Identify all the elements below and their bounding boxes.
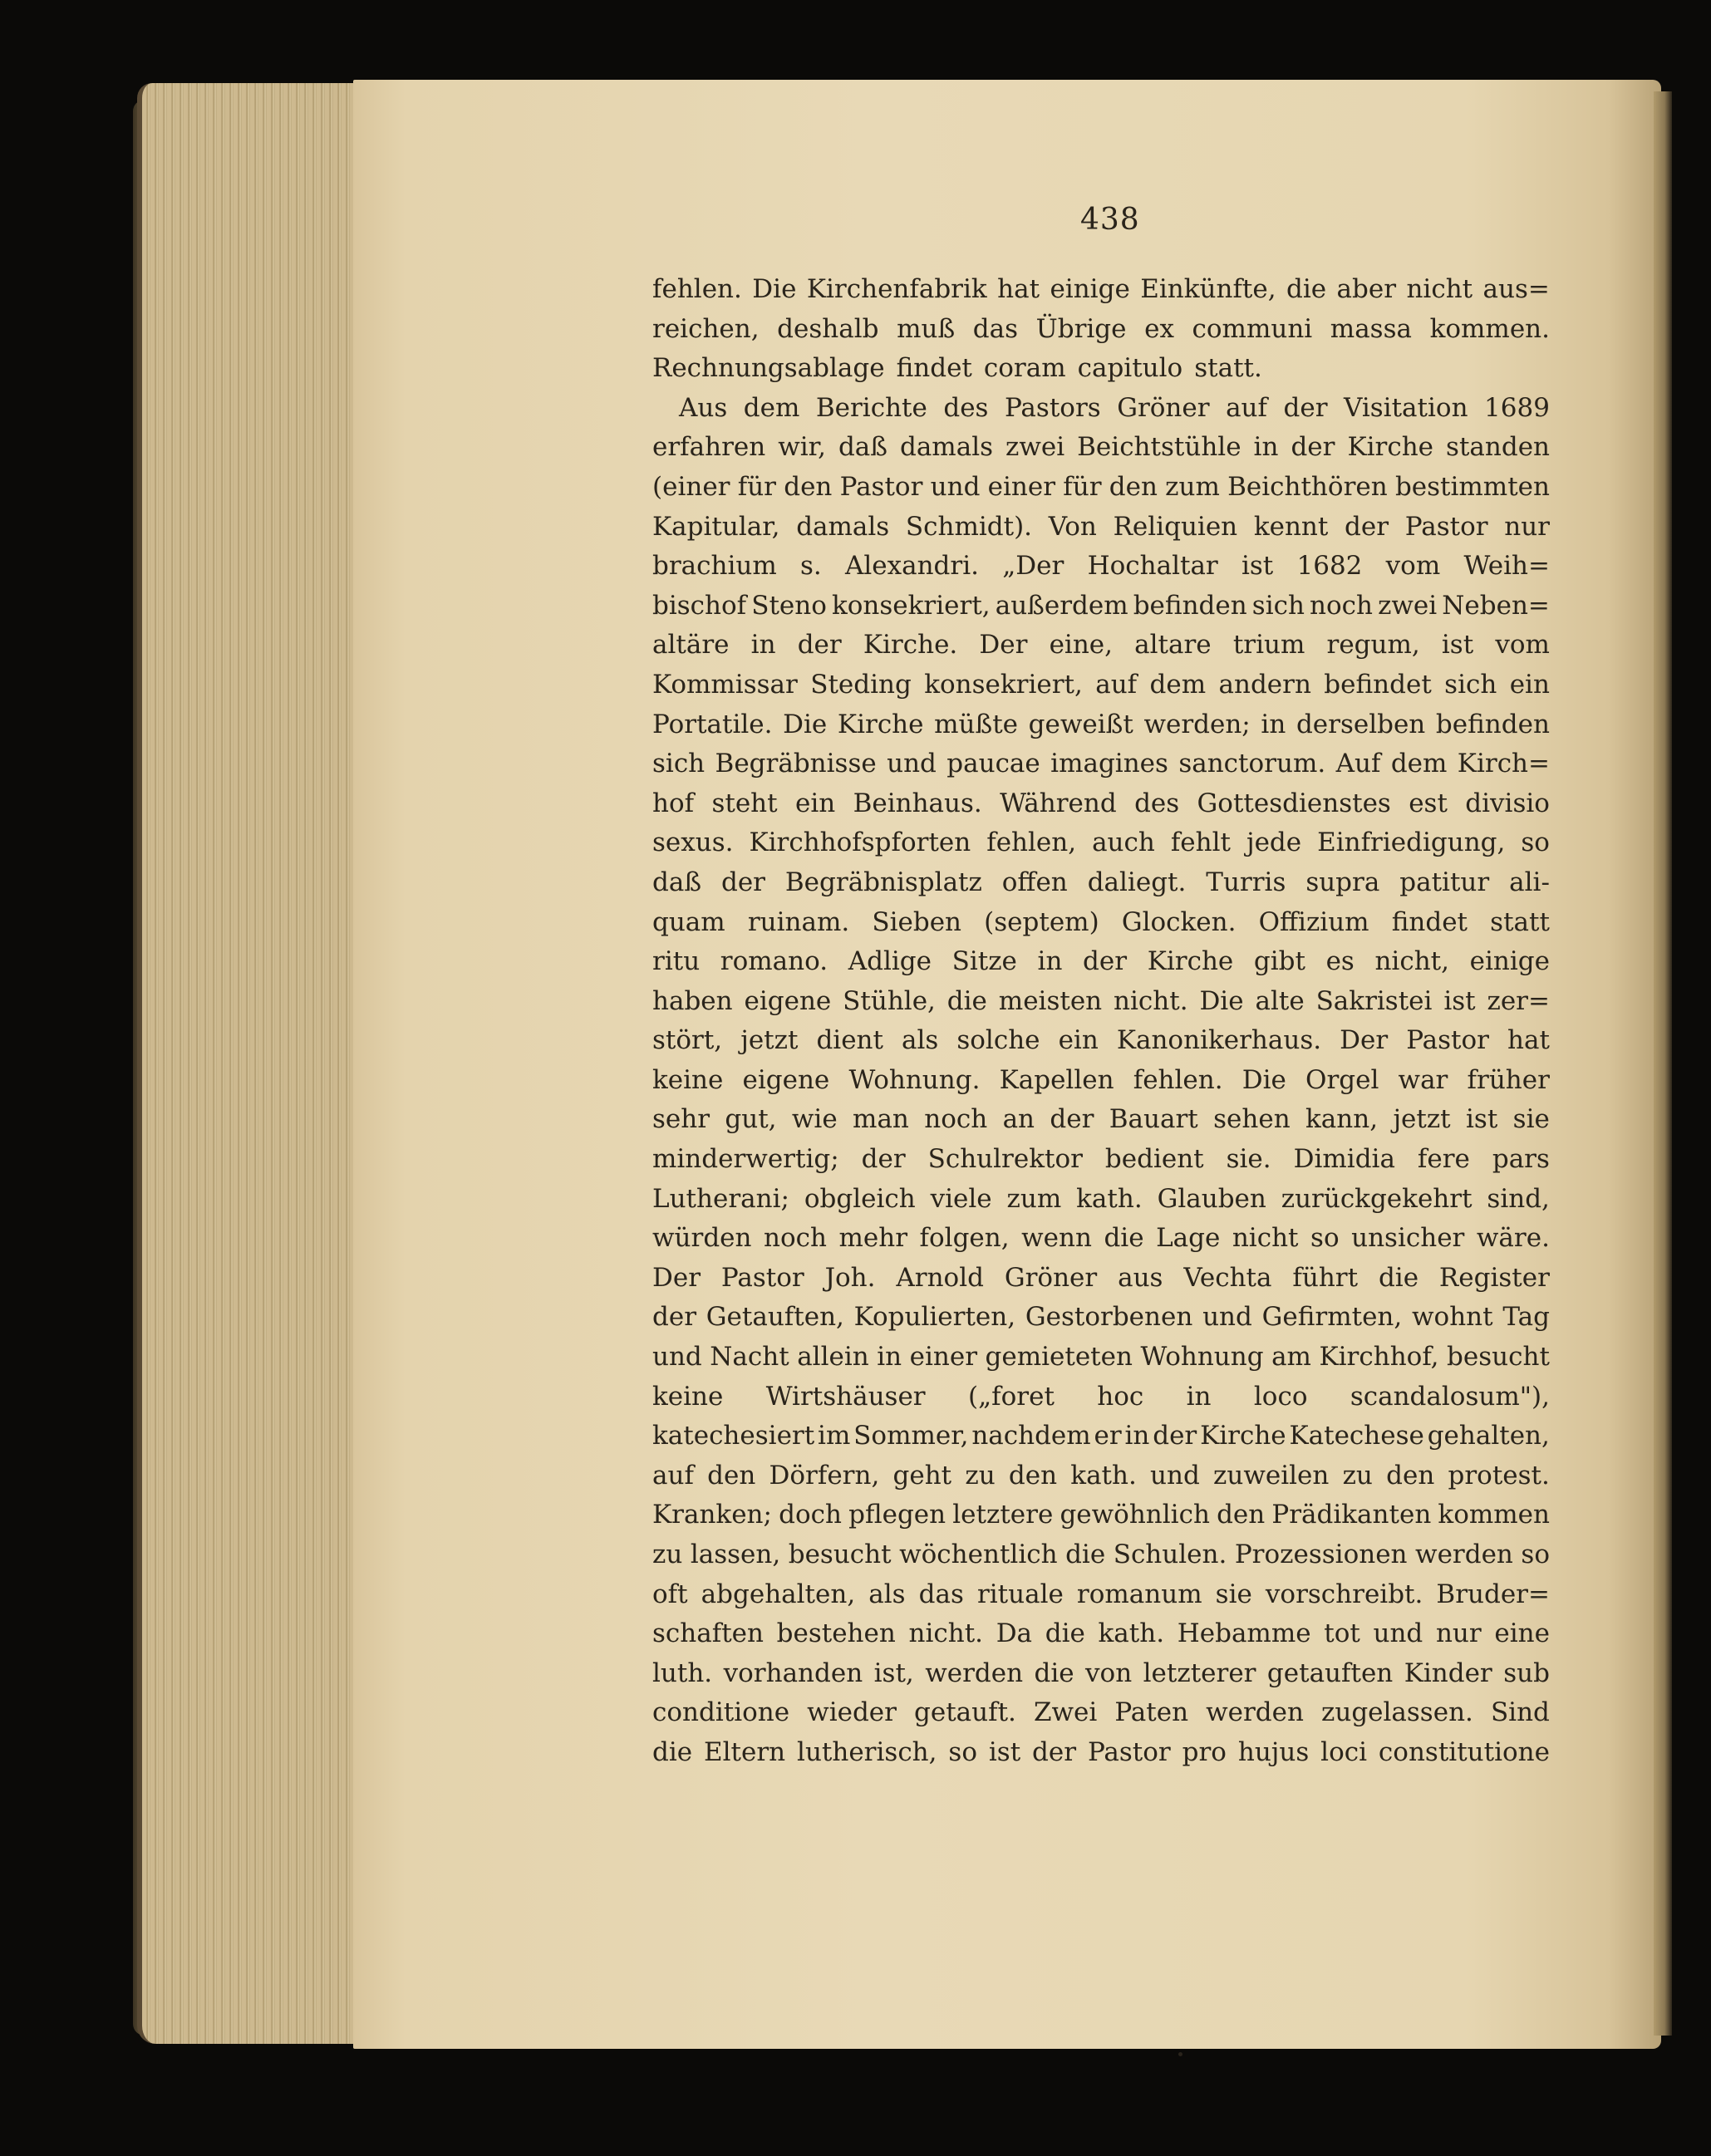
text-line: minderwertig; der Schulrektor bedient sie. Dimidia fere pars (652, 1144, 1550, 1175)
text-line: (einer für den Pastor und einer für den zum Beichthören bestimmten (652, 471, 1550, 502)
text-line: Der Pastor Joh. Arnold Gröner aus Vechta führt die Register (652, 1262, 1550, 1293)
text-line: sehr gut, wie man noch an der Bauart sehen kann, jetzt ist sie (652, 1104, 1550, 1135)
text-line: Kommissar Steding konsekriert, auf dem andern befindet sich ein (652, 669, 1550, 700)
body-text (652, 274, 1550, 1777)
text-line: sich Begräbnisse und paucae imagines sanctorum. Auf dem Kirch= (652, 749, 1550, 779)
text-line: haben eigene Stühle, die meisten nicht. Die alte Sakristei ist zer= (652, 985, 1550, 1016)
text-line: hof steht ein Beinhaus. Während des Gottesdienstes est divisio (652, 788, 1550, 818)
page-number: 438 (1080, 203, 1140, 237)
text-line: stört, jetzt dient als solche ein Kanonikerhaus. Der Pastor hat (652, 1025, 1550, 1056)
text-line: ritu romano. Adlige Sitze in der Kirche gibt es nicht, einige (652, 946, 1550, 977)
text-line: und Nacht allein in einer gemieteten Wohnung am Kirchhof, besucht (652, 1342, 1550, 1373)
text-line: keine eigene Wohnung. Kapellen fehlen. Die Orgel war früher (652, 1064, 1550, 1095)
text-line: schaften bestehen nicht. Da die kath. Hebamme tot und nur eine (652, 1618, 1550, 1649)
text-line: würden noch mehr folgen, wenn die Lage nicht so unsicher wäre. (652, 1223, 1550, 1254)
page-edges-left (137, 83, 371, 2044)
text-line: altäre in der Kirche. Der eine, altare trium regum, ist vom (652, 630, 1550, 661)
text-line: daß der Begräbnisplatz offen daliegt. Turris supra patitur ali- (652, 867, 1550, 897)
text-line: Lutherani; obgleich viele zum kath. Glauben zurückgekehrt sind, (652, 1183, 1550, 1214)
text-line: bischof Steno konsekriert, außerdem befinden sich noch zwei Neben= (652, 590, 1550, 621)
text-line: quam ruinam. Sieben (septem) Glocken. Offizium findet statt (652, 906, 1550, 937)
text-line: conditione wieder getauft. Zwei Paten werden zugelassen. Sind (652, 1697, 1550, 1728)
text-line: erfahren wir, daß damals zwei Beichtstühle in der Kirche standen (652, 432, 1550, 463)
text-line: sexus. Kirchhofspforten fehlen, auch fehlt jede Einfriedigung, so (652, 828, 1550, 858)
text-line: fehlen. Die Kirchenfabrik hat einige Einkünfte, die aber nicht aus= (652, 274, 1550, 304)
text-line: reichen, deshalb muß das Übrige ex communi massa kommen. (652, 313, 1550, 344)
text-line: Rechnungsablage findet coram capitulo statt. (652, 353, 1262, 384)
text-line: die Eltern lutherisch, so ist der Pastor pro hujus loci constitutione (652, 1736, 1550, 1767)
text-line: zu lassen, besucht wöchentlich die Schulen. Prozessionen werden so (652, 1540, 1550, 1569)
text-line: luth. vorhanden ist, werden die von letzterer getauften Kinder sub (652, 1658, 1550, 1688)
text-line: oft abgehalten, als das rituale romanum sie vorschreibt. Bruder= (652, 1579, 1550, 1609)
text-line: katechesiert im Sommer, nachdem er in der Kirche Katechese gehalten, (652, 1421, 1550, 1451)
text-line: Portatile. Die Kirche müßte geweißt werden; in derselben befinden (652, 709, 1550, 739)
text-line: brachium s. Alexandri. „Der Hochaltar ist 1682 vom Weih= (652, 551, 1550, 582)
text-line: keine Wirtshäuser („foret hoc in loco scandalosum"), (652, 1381, 1550, 1412)
text-line: der Getauften, Kopulierten, Gestorbenen und Gefirmten, wohnt Tag (652, 1302, 1550, 1333)
page-edge-right (1654, 91, 1672, 2036)
text-line: auf den Dörfern, geht zu den kath. und zuweilen zu den protest. (652, 1460, 1550, 1491)
text-line: Aus dem Berichte des Pastors Gröner auf der Visitation 1689 (679, 392, 1550, 423)
text-line: Kapitular, damals Schmidt). Von Reliquien kennt der Pastor nur (652, 511, 1550, 542)
text-line: Kranken; doch pflegen letztere gewöhnlich den Prädikanten kommen (652, 1500, 1550, 1530)
ink-speck (1178, 2052, 1182, 2056)
